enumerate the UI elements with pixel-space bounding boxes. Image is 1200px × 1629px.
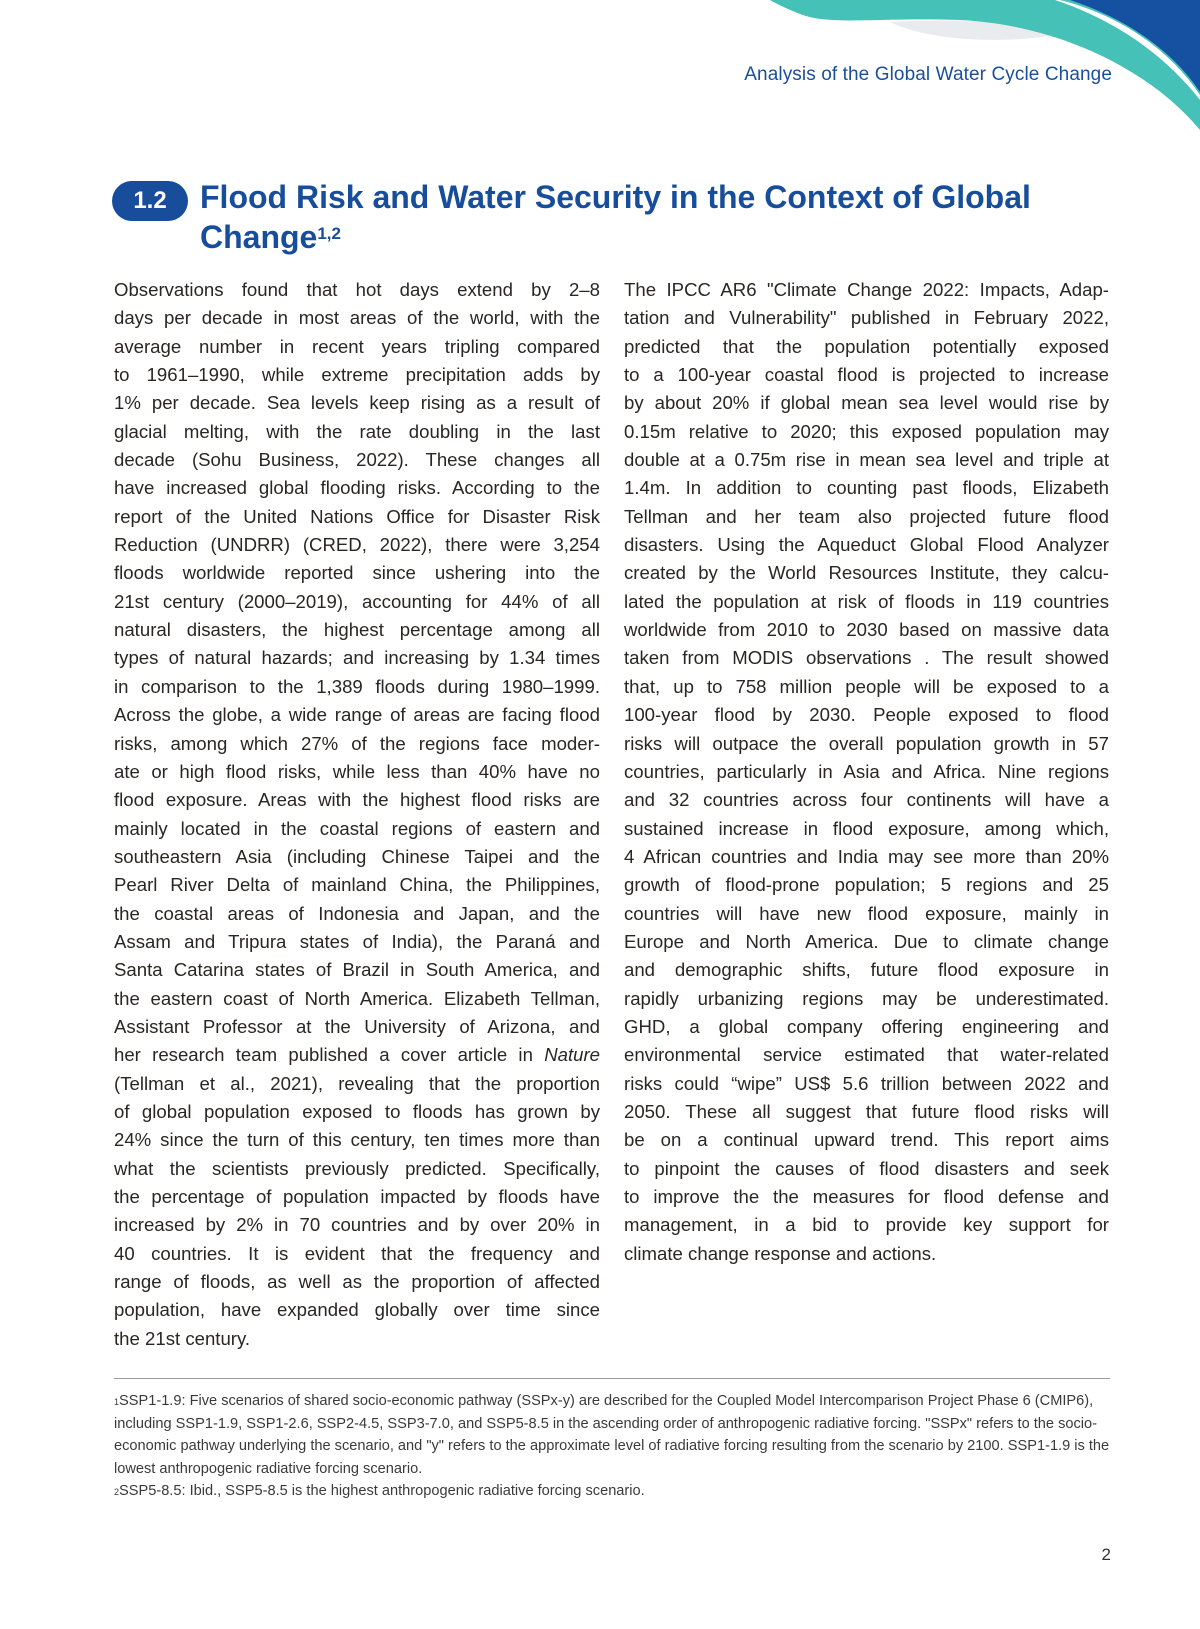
left-text-line: decade (Sohu Business, 2022). These changes all xyxy=(114,449,600,471)
left-text-line: 24% since the turn of this century, ten times more than xyxy=(114,1129,600,1151)
left-text-line: (Tellman et al., 2021), revealing that the proportion xyxy=(114,1072,600,1094)
right-text-line: that, up to 758 million people will be exposed to a xyxy=(624,675,1109,697)
left-text-line: the percentage of population impacted by floods have xyxy=(114,1186,600,1207)
left-text-line: natural disasters, the highest percentage among all xyxy=(114,619,600,641)
left-text-line: population, have expanded globally over time since xyxy=(114,1299,600,1321)
right-text-line: 100-year flood by 2030. People exposed to flood xyxy=(624,704,1109,726)
section-title-line-1: Flood Risk and Water Security in the Context of Global xyxy=(200,179,1031,215)
right-text-line: worldwide from 2010 to 2030 based on massive data xyxy=(624,619,1109,641)
right-text-line: and demographic shifts, future flood exposure in xyxy=(624,959,1109,981)
right-text-line: and 32 countries across four continents will have a xyxy=(624,789,1109,811)
right-text-line: 4 African countries and India may see more than 20% xyxy=(624,845,1109,867)
left-text-line: to 1961–1990, while extreme precipitation adds by xyxy=(114,364,600,386)
left-text-line: Pearl River Delta of mainland China, the Philippines, xyxy=(114,874,600,896)
left-text-line: days per decade in most areas of the world, with the xyxy=(114,307,600,329)
right-text-line: growth of flood-prone population; 5 regions and 25 xyxy=(624,874,1109,896)
footnote-text: SSP5-8.5: Ibid., SSP5-8.5 is the highest anthropogenic radiative forcing scenario. xyxy=(119,1483,645,1499)
left-text-line: Assam and Tripura states of India), the Paraná and xyxy=(114,930,600,952)
right-text-line: 0.15m relative to 2020; this exposed population may xyxy=(624,420,1109,442)
left-text-line: glacial melting, with the rate doubling in the last xyxy=(114,420,600,442)
footnote-divider xyxy=(114,1378,1110,1379)
right-column xyxy=(624,276,1109,1268)
right-text-line: double at a 0.75m rise in mean sea level and triple at xyxy=(624,449,1109,471)
section-title-line-2: Change xyxy=(200,219,318,255)
right-text-line: taken from MODIS observations . The result showed xyxy=(624,647,1109,669)
right-text-line: The IPCC AR6 "Climate Change 2022: Impacts, Adap- xyxy=(624,279,1109,300)
right-text-line: to improve the the measures for flood defense and xyxy=(624,1186,1109,1207)
journal-name: Nature xyxy=(544,1044,600,1066)
page-number: 2 xyxy=(1101,1545,1111,1564)
right-text-line: GHD, a global company offering engineering and xyxy=(624,1015,1109,1037)
left-text-line: types of natural hazards; and increasing by 1.34 times xyxy=(114,647,600,669)
left-text-line: Across the globe, a wide range of areas are facing flood xyxy=(114,704,600,726)
section-number-badge: 1.2 xyxy=(112,181,188,221)
left-text-line: 21st century (2000–2019), accounting for 44% of all xyxy=(114,590,600,612)
left-text-line: have increased global flooding risks. According to the xyxy=(114,477,600,499)
right-text-line: lated the population at risk of floods in 119 countries xyxy=(624,590,1109,612)
footnotes xyxy=(114,1390,1114,1503)
footnote-1 xyxy=(114,1390,1114,1480)
left-text-line: floods worldwide reported since ushering into the xyxy=(114,562,600,584)
left-text-line: the coastal areas of Indonesia and Japan, and the xyxy=(114,902,600,924)
left-text-line: flood exposure. Areas with the highest flood risks are xyxy=(114,789,600,811)
right-text-line: disasters. Using the Aqueduct Global Flood Analyzer xyxy=(624,534,1109,556)
left-text-line: Observations found that hot days extend by 2–8 xyxy=(114,279,600,300)
running-header: Analysis of the Global Water Cycle Change xyxy=(744,64,1112,85)
left-text-line: Reduction (UNDRR) (CRED, 2022), there were 3,254 xyxy=(114,534,600,556)
left-text-line: ate or high flood risks, while less than 40% have no xyxy=(114,760,600,782)
left-text-line: range of floods, as well as the proportion of affected xyxy=(114,1271,600,1293)
right-text-line: climate change response and actions. xyxy=(624,1242,937,1264)
right-text-line: to a 100-year coastal flood is projected to increase xyxy=(624,364,1109,386)
left-text-line: average number in recent years tripling compared xyxy=(114,335,600,357)
right-text-line: predicted that the population potentially exposed xyxy=(624,335,1109,357)
footnote-text: SSP1-1.9: Five scenarios of shared socio-economic pathway (SSPx-y) are described for the Coupled Model Intercomparison Project Phase 6 (CMIP6), including SSP1-1.9, SSP1-2.6, SSP2-4.5, SSP3-7.0, and SSP5-8.5 in the ascending order of anthropogenic radiative forcing. "SSPx" refers to the socio-economic pathway underlying the scenario, and "y" refers to the approximate level of radiative forcing resulting from the scenario by 2100. SSP1-1.9 is the lowest anthropogenic radiative forcing scenario. xyxy=(114,1393,1110,1477)
right-text-line: 2050. These all suggest that future flood risks will xyxy=(624,1100,1109,1122)
right-text-line: Tellman and her team also projected future flood xyxy=(624,505,1109,527)
right-text-line: management, in a bid to provide key support for xyxy=(624,1214,1109,1236)
right-text-line: countries, particularly in Asia and Africa. Nine regions xyxy=(624,760,1109,782)
left-text-line: mainly located in the coastal regions of eastern and xyxy=(114,817,600,839)
left-text-line: Santa Catarina states of Brazil in South America, and xyxy=(114,959,600,981)
right-text-line: be on a continual upward trend. This report aims xyxy=(624,1129,1109,1151)
footnote-marker: 2 xyxy=(114,1487,120,1497)
left-text-line: southeastern Asia (including Chinese Taipei and the xyxy=(114,845,600,867)
right-text-line: tation and Vulnerability" published in February 2022, xyxy=(624,307,1109,329)
left-text-line: 40 countries. It is evident that the frequency and xyxy=(114,1242,600,1264)
right-text-line: sustained increase in flood exposure, among which, xyxy=(624,817,1109,839)
left-column xyxy=(114,276,600,1353)
right-text-line: rapidly urbanizing regions may be underestimated. xyxy=(624,987,1109,1009)
right-text-line: countries will have new flood exposure, mainly in xyxy=(624,902,1109,924)
left-text-line: the eastern coast of North America. Elizabeth Tellman, xyxy=(114,987,600,1009)
right-text-line: to pinpoint the causes of flood disasters and seek xyxy=(624,1157,1109,1179)
left-text-line: what the scientists previously predicted. Specifically, xyxy=(114,1157,600,1179)
left-text-line: the 21st century. xyxy=(114,1327,251,1349)
left-text-line: 1% per decade. Sea levels keep rising as a result of xyxy=(114,392,600,414)
left-text-line: risks, among which 27% of the regions face moder- xyxy=(114,732,600,754)
left-text-line: report of the United Nations Office for Disaster Risk xyxy=(114,505,600,527)
left-text-line: increased by 2% in 70 countries and by over 20% in xyxy=(114,1214,600,1236)
left-text-line: in comparison to the 1,389 floods during 1980–1999. xyxy=(114,675,600,697)
right-text-line: 1.4m. In addition to counting past floods, Elizabeth xyxy=(624,477,1109,499)
right-text-line: created by the World Resources Institute, they calcu- xyxy=(624,562,1109,584)
right-text-line: risks could “wipe” US$ 5.6 trillion between 2022 and xyxy=(624,1072,1109,1094)
right-text-line: environmental service estimated that water-related xyxy=(624,1044,1109,1066)
left-text-line: Assistant Professor at the University of Arizona, and xyxy=(114,1015,600,1037)
footnote-2 xyxy=(114,1480,1114,1503)
right-text-line: risks will outpace the overall population growth in 57 xyxy=(624,732,1109,754)
left-text-line: her research team published a cover article in Nature xyxy=(114,1044,600,1066)
title-footnote-markers: 1,2 xyxy=(317,224,341,243)
section-title xyxy=(200,177,1100,257)
right-text-line: by about 20% if global mean sea level would rise by xyxy=(624,392,1109,414)
left-text-line: of global population exposed to floods has grown by xyxy=(114,1100,600,1122)
footnote-marker: 1 xyxy=(114,1397,120,1407)
right-text-line: Europe and North America. Due to climate change xyxy=(624,930,1109,952)
